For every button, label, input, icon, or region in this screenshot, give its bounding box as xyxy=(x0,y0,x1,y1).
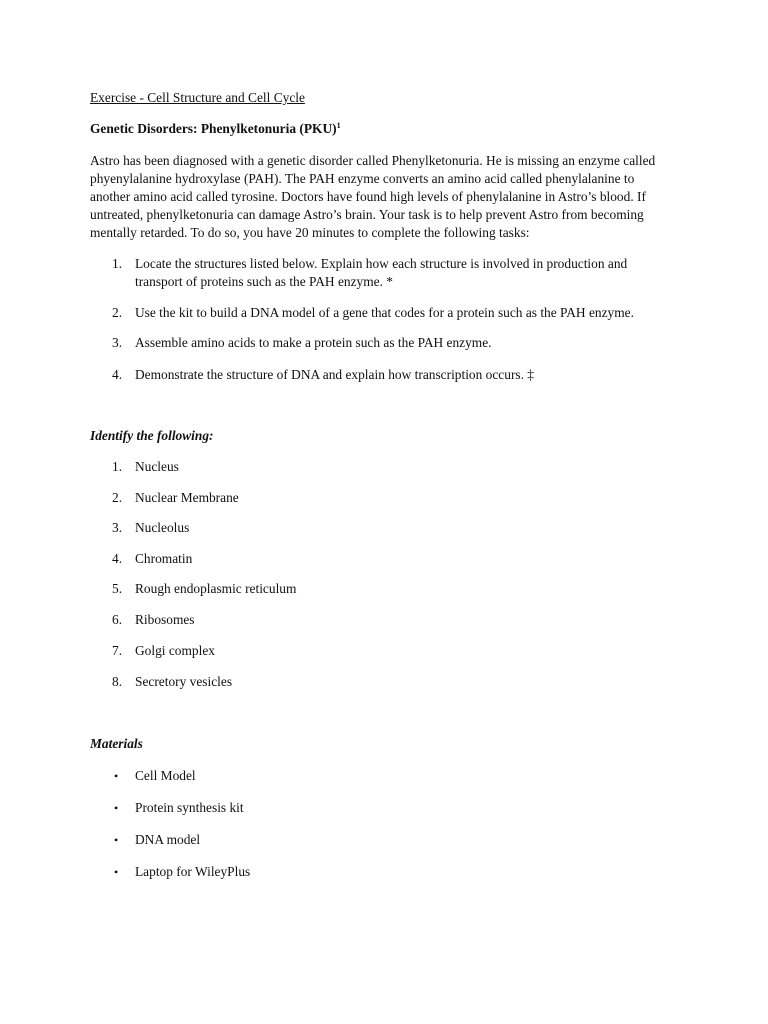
identify-heading: Identify the following: xyxy=(90,428,214,443)
task-line: Use the kit to build a DNA model of a gene that codes for a protein such as the PAH enzyme. xyxy=(135,305,634,320)
material-text: DNA model xyxy=(135,832,201,847)
item-text: Nuclear Membrane xyxy=(135,490,239,505)
task-number: 1. xyxy=(112,256,123,271)
task-text xyxy=(135,255,627,291)
item-number: 7. xyxy=(112,643,123,658)
task-line: transport of proteins such as the PAH enzyme. * xyxy=(135,274,393,289)
subtitle-text: Genetic Disorders: Phenylketonuria (PKU) xyxy=(90,121,337,136)
task-text xyxy=(135,366,534,384)
intro-paragraph xyxy=(90,152,690,242)
item-number: 8. xyxy=(112,674,123,689)
item-number: 6. xyxy=(112,612,123,627)
item-text: Secretory vesicles xyxy=(135,674,233,689)
task-number: 3. xyxy=(112,335,123,350)
task-number: 4. xyxy=(112,367,123,382)
item-text: Nucleolus xyxy=(135,520,190,535)
bullet-icon: • xyxy=(114,769,119,783)
item-number: 5. xyxy=(112,581,123,596)
intro-line: another amino acid called tyrosine. Doctors have found high levels of phenylalanine in Astro’s blood. If xyxy=(90,189,646,204)
intro-line: mentally retarded. To do so, you have 20 minutes to complete the following tasks: xyxy=(90,225,530,240)
item-text: Chromatin xyxy=(135,551,193,566)
task-text xyxy=(135,304,634,322)
intro-line: phyenylalanine hydroxylase (PAH). The PAH enzyme converts an amino acid called phenylalanine to xyxy=(90,171,635,186)
task-line: Assemble amino acids to make a protein such as the PAH enzyme. xyxy=(135,335,492,350)
item-number: 1. xyxy=(112,459,123,474)
section-subtitle xyxy=(90,120,341,138)
item-text: Golgi complex xyxy=(135,643,215,658)
material-text: Protein synthesis kit xyxy=(135,800,244,815)
bullet-icon: • xyxy=(114,801,119,815)
bullet-icon: • xyxy=(114,833,119,847)
task-line: Locate the structures listed below. Explain how each structure is involved in production and xyxy=(135,256,628,271)
material-text: Laptop for WileyPlus xyxy=(135,864,251,879)
materials-heading: Materials xyxy=(90,736,143,751)
material-text: Cell Model xyxy=(135,768,196,783)
footnote-marker: 1 xyxy=(336,121,341,130)
intro-line: Astro has been diagnosed with a genetic disorder called Phenylketonuria. He is missing an enzyme called xyxy=(90,153,656,168)
task-line: Demonstrate the structure of DNA and explain how transcription occurs. ‡ xyxy=(135,367,535,382)
item-text: Ribosomes xyxy=(135,612,195,627)
item-number: 2. xyxy=(112,490,123,505)
task-text xyxy=(135,334,492,352)
exercise-title: Exercise - Cell Structure and Cell Cycle xyxy=(90,90,305,105)
item-number: 3. xyxy=(112,520,123,535)
item-text: Nucleus xyxy=(135,459,179,474)
bullet-icon: • xyxy=(114,865,119,879)
intro-line: untreated, phenylketonuria can damage Astro’s brain. Your task is to help prevent Astro from becoming xyxy=(90,207,644,222)
task-number: 2. xyxy=(112,305,123,320)
item-number: 4. xyxy=(112,551,123,566)
item-text: Rough endoplasmic reticulum xyxy=(135,581,297,596)
